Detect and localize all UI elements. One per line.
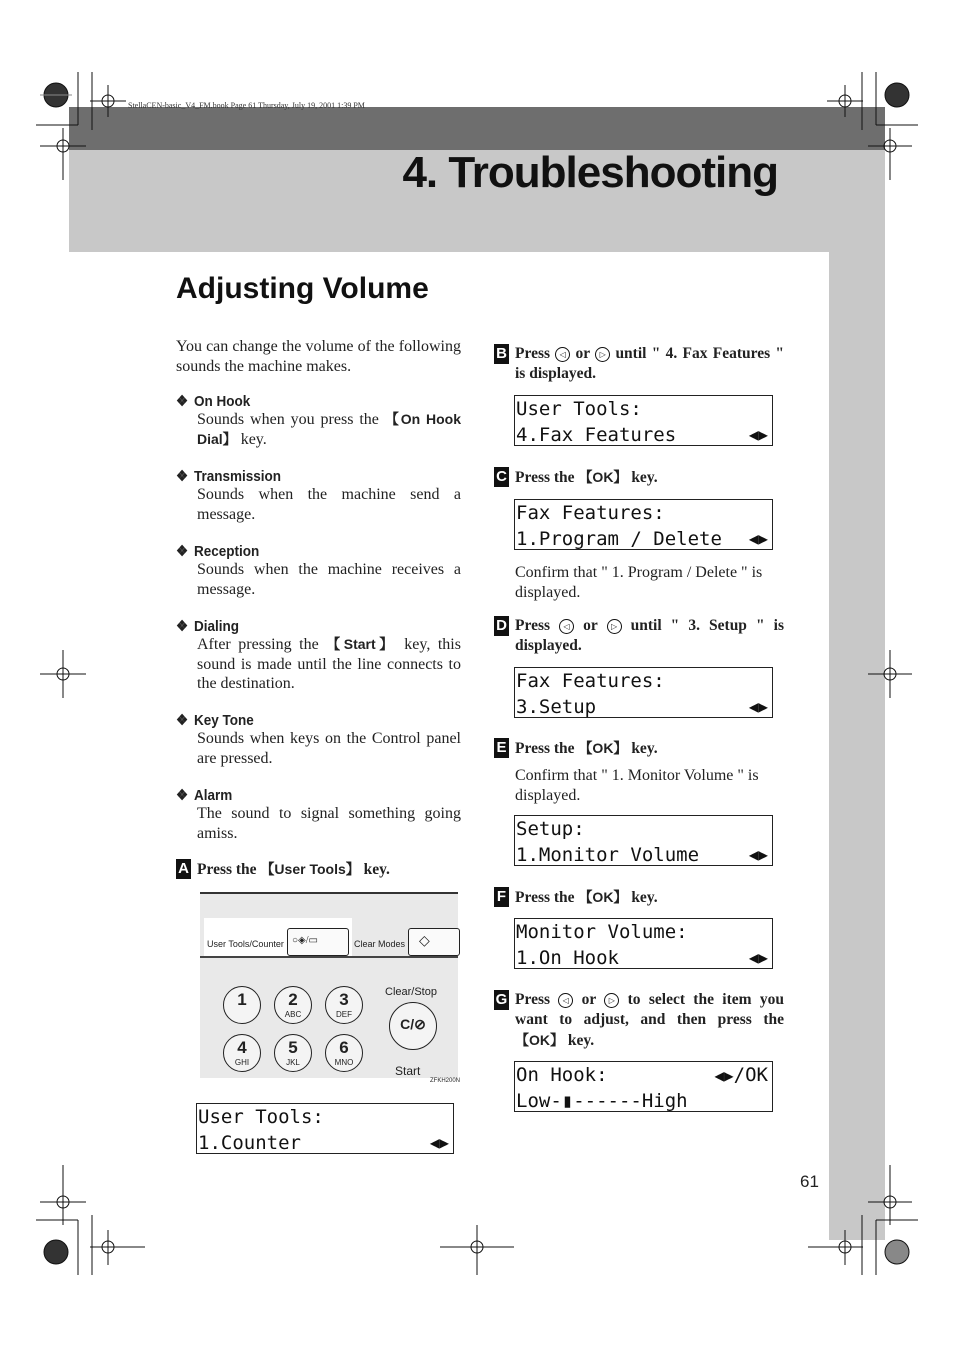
key-3[interactable] (325, 986, 363, 1024)
lcd-line-2: 1.Counter (198, 1132, 301, 1154)
step-text: Press the (515, 469, 579, 486)
bullet-text-end: key, this sound is made until the line connects to the destination. (197, 636, 461, 692)
right-arrow-button-icon: ▷ (607, 619, 622, 634)
step-text: Press (515, 991, 559, 1008)
step-text-or: or (573, 991, 605, 1008)
step-5 (494, 738, 784, 759)
lcd-line-2: 3.Setup (516, 696, 597, 718)
user-tools-button[interactable] (287, 928, 349, 956)
lcd-display-program-delete (514, 499, 773, 550)
clear-stop-icon: C/⊘ (400, 1016, 426, 1032)
lcd-display-fax-features (514, 395, 773, 446)
step-text-or: or (574, 617, 607, 634)
right-arrow-button-icon: ▷ (604, 993, 619, 1008)
key-digit: 6 (339, 1038, 349, 1057)
left-right-arrow-icon: ◀▶ (748, 425, 768, 444)
lcd-line-1: Setup: (516, 818, 585, 840)
bullet-title: Alarm (194, 787, 233, 804)
lcd-display-on-hook (514, 918, 773, 969)
bullet-title: Reception (194, 543, 260, 560)
key-4[interactable] (223, 1034, 261, 1072)
bullet-text: Sounds when you press the (197, 411, 385, 428)
intro-text: You can change the volume of the following sounds the machine makes. (176, 338, 461, 375)
confirm-note: Confirm that " 1. Monitor Volume " is displayed. (515, 767, 759, 804)
ok-suffix: /OK (733, 1064, 768, 1086)
diamond-icon: ❖ (176, 468, 189, 485)
bullet-key-tone (176, 711, 461, 768)
step-text-end: until " 3. Setup " is displayed. (515, 617, 784, 654)
bullet-title: Dialing (194, 618, 240, 635)
lcd-line-1: User Tools: (198, 1106, 324, 1128)
key-digit: 3 (339, 990, 349, 1009)
key-letters: ABC (284, 1010, 302, 1019)
bullet-transmission (176, 467, 461, 524)
key-label: 【Start】 (326, 636, 397, 652)
diamond-icon: ❖ (176, 543, 189, 560)
confirm-note: Confirm that " 1. Program / Delete " is displayed. (515, 564, 763, 601)
step-4 (494, 616, 784, 656)
panel-divider (200, 956, 458, 958)
key-label: 【OK】 (578, 740, 628, 756)
key-letters: MNO (334, 1058, 354, 1067)
clear-modes-icon: ◇ (419, 934, 430, 949)
diamond-icon: ❖ (176, 787, 189, 804)
bullet-title: Transmission (194, 468, 282, 485)
step-text: Press (515, 617, 560, 634)
bullet-text: Sounds when the machine receives a message. (197, 561, 461, 598)
key-1[interactable] (223, 986, 261, 1024)
lcd-line-2: Low-▮------High (516, 1090, 688, 1112)
lcd-line-2: 1.Program / Delete (516, 528, 722, 550)
diamond-icon: ❖ (176, 618, 189, 635)
key-label: 【User Tools】 (260, 861, 360, 877)
bullet-dialing (176, 617, 461, 694)
key-digit: 5 (288, 1038, 298, 1057)
lcd-line-1: User Tools: (516, 398, 642, 420)
step-text-end: key. (627, 740, 658, 757)
bullet-text: Sounds when keys on the Control panel are pressed. (197, 730, 461, 767)
left-right-arrow-icon: ◀▶ (714, 1066, 734, 1085)
key-6[interactable] (325, 1034, 363, 1072)
lcd-line-1: Monitor Volume: (516, 921, 688, 943)
left-right-arrow-icon: ◀▶ (748, 948, 768, 967)
left-arrow-button-icon: ◁ (558, 993, 573, 1008)
ok-indicator (714, 1062, 768, 1089)
step-text-or: or (570, 345, 596, 362)
key-digit: 1 (237, 990, 247, 1009)
step-text: Press the (197, 861, 261, 878)
key-letters: GHI (234, 1058, 250, 1067)
step-text-end: key. (627, 469, 658, 486)
file-info: StellaCEN-basic_V4_FM.book Page 61 Thursday, July 19, 2001 1:39 PM (128, 101, 365, 110)
key-2[interactable] (274, 986, 312, 1024)
lcd-display-monitor-volume (514, 815, 773, 866)
lcd-display-setup (514, 667, 773, 718)
step-6 (494, 887, 784, 908)
page-number: 61 (800, 1172, 819, 1191)
key-5[interactable] (274, 1034, 312, 1072)
clear-modes-button[interactable] (408, 928, 460, 956)
step-text: Press the (515, 740, 579, 757)
step-3 (494, 467, 784, 488)
clear-stop-button[interactable] (389, 1002, 437, 1050)
chapter-title: 4. Troubleshooting (402, 148, 778, 197)
step-number: F (494, 887, 509, 907)
key-label: 【OK】 (578, 889, 628, 905)
right-arrow-button-icon: ▷ (595, 347, 610, 362)
step-number: A (176, 859, 191, 879)
step-text-end: key. (359, 861, 390, 878)
figure-code: ZFKH200N (430, 1078, 461, 1084)
bullet-title: Key Tone (194, 712, 254, 729)
step-text: Press (515, 345, 556, 362)
clear-modes-label: Clear Modes (354, 939, 406, 949)
left-arrow-button-icon: ◁ (555, 347, 570, 362)
step-text: Press the (515, 889, 579, 906)
lcd-line-2: 1.On Hook (516, 947, 619, 969)
indicator-icon: ○◈/▭ (292, 935, 318, 946)
bullet-text: The sound to signal something going amiss. (197, 805, 461, 842)
step-text-end: key. (564, 1032, 595, 1049)
key-letters: JKL (286, 1058, 300, 1067)
diamond-icon: ❖ (176, 393, 189, 410)
bullet-text-end: key. (236, 430, 267, 448)
lcd-line-1: Fax Features: (516, 670, 665, 692)
bullet-reception (176, 542, 461, 599)
step-1 (176, 859, 466, 880)
step-number: B (494, 344, 509, 364)
bullet-text: Sounds when the machine send a message. (197, 486, 461, 523)
bullet-text: After pressing the (197, 636, 327, 653)
diamond-icon: ❖ (176, 712, 189, 729)
step-number: D (494, 616, 509, 636)
left-right-arrow-icon: ◀▶ (429, 1133, 449, 1152)
bullet-alarm (176, 786, 461, 843)
left-right-arrow-icon: ◀▶ (748, 845, 768, 864)
left-right-arrow-icon: ◀▶ (748, 529, 768, 548)
key-label: 【On Hook Dial】 (197, 411, 461, 447)
key-digit: 2 (288, 990, 298, 1009)
step-2 (494, 344, 784, 384)
bullet-on-hook (176, 392, 461, 449)
step-text-mid: to select the item you want to adjust, and then press the (515, 991, 784, 1028)
key-digit: 4 (237, 1038, 247, 1057)
control-panel-illustration (200, 892, 461, 1084)
lcd-line-2: 4.Fax Features (516, 424, 677, 446)
step-text-end: until " 4. Fax Features " is displayed. (515, 345, 784, 382)
left-arrow-button-icon: ◁ (559, 619, 574, 634)
left-right-arrow-icon: ◀▶ (748, 697, 768, 716)
section-title: Adjusting Volume (176, 272, 429, 305)
bullet-title: On Hook (194, 393, 251, 410)
lcd-display-counter (196, 1103, 454, 1154)
key-label: 【OK】 (515, 1032, 564, 1048)
lcd-display-low-high (514, 1061, 773, 1112)
key-label: 【OK】 (578, 469, 628, 485)
lcd-line-1: Fax Features: (516, 502, 665, 524)
step-number: E (494, 738, 509, 758)
step-7 (494, 990, 784, 1051)
lcd-line-1: On Hook: (516, 1064, 608, 1086)
step-text-end: key. (627, 889, 658, 906)
user-tools-label: User Tools/Counter (207, 939, 284, 949)
key-letters: DEF (336, 1010, 352, 1019)
step-number: G (495, 991, 508, 1008)
lcd-line-2: 1.Monitor Volume (516, 844, 700, 866)
step-number: C (494, 467, 509, 487)
start-label: Start (395, 1064, 421, 1078)
clear-stop-label: Clear/Stop (385, 986, 437, 998)
